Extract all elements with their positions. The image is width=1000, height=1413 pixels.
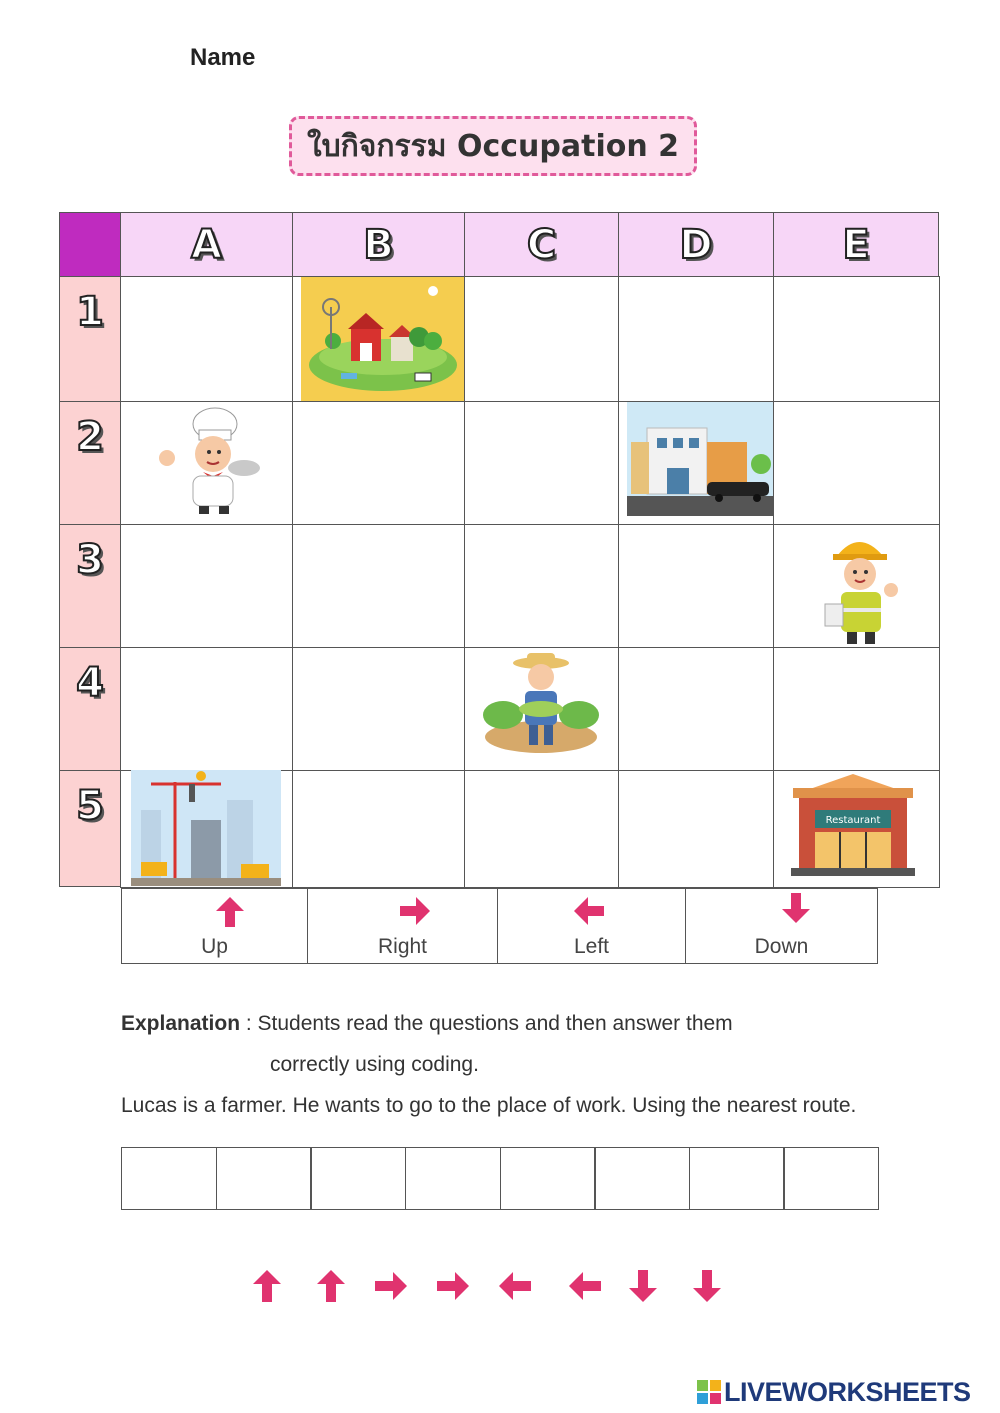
answer-box[interactable]	[689, 1147, 785, 1210]
explanation	[121, 1012, 733, 1036]
police-station-picture	[627, 402, 773, 516]
svg-text:Restaurant: Restaurant	[825, 815, 881, 826]
answer-box[interactable]	[310, 1147, 406, 1210]
restaurant-picture	[787, 770, 919, 882]
row-header-1: 1	[59, 276, 121, 402]
question-text: Lucas is a farmer. He wants to go to the place of work. Using the nearest route.	[121, 1094, 857, 1117]
arrow-right-icon	[398, 895, 432, 927]
row-header-5: 5	[59, 770, 121, 887]
grid-cell-b3	[292, 524, 465, 648]
grid-cell-a1	[120, 276, 293, 402]
arrow-up-icon[interactable]	[251, 1268, 287, 1304]
grid-cell-b4	[292, 647, 465, 771]
column-header-c: C	[464, 212, 619, 277]
arrow-right-icon[interactable]	[373, 1268, 409, 1304]
column-header-e: E	[773, 212, 939, 277]
engineer-picture	[817, 528, 907, 646]
page-title: ใบกิจกรรม Occupation 2	[289, 116, 697, 176]
legend-down-label: Down	[754, 935, 809, 958]
brand-text: LIVEWORKSHEETS	[724, 1377, 971, 1407]
arrow-down-icon	[780, 891, 812, 925]
answer-box[interactable]	[216, 1147, 312, 1210]
grid-cell-e1	[773, 276, 940, 402]
arrow-bank	[245, 1268, 735, 1308]
answer-box[interactable]	[594, 1147, 690, 1210]
grid-cell-c1	[464, 276, 619, 402]
grid-cell-d3	[618, 524, 774, 648]
legend-right-label: Right	[377, 935, 428, 958]
direction-legend	[121, 888, 878, 964]
grid-cell-c5	[464, 770, 619, 888]
arrow-up-icon[interactable]	[315, 1268, 351, 1304]
legend-left-label: Left	[573, 935, 610, 958]
row-header-2: 2	[59, 401, 121, 525]
grid-cell-c2	[464, 401, 619, 525]
explanation-text-continued: correctly using coding.	[270, 1053, 479, 1076]
grid-cell-e2	[773, 401, 940, 525]
legend-down	[685, 888, 878, 964]
answer-box[interactable]	[500, 1147, 596, 1210]
grid-cell-b2	[292, 401, 465, 525]
row-header-4: 4	[59, 647, 121, 771]
arrow-up-icon	[214, 895, 246, 929]
grid-cell-b5	[292, 770, 465, 888]
construction-site-picture	[131, 770, 281, 886]
grid-cell-d5	[618, 770, 774, 888]
grid-cell-a4	[120, 647, 293, 771]
farmer-picture	[481, 649, 601, 757]
grid-cell-d4	[618, 647, 774, 771]
column-header-d: D	[618, 212, 774, 277]
answer-box[interactable]	[121, 1147, 217, 1210]
legend-right	[307, 888, 498, 964]
grid-cell-a3	[120, 524, 293, 648]
arrow-down-icon[interactable]	[627, 1268, 663, 1304]
answer-box[interactable]	[783, 1147, 879, 1210]
answer-box[interactable]	[405, 1147, 501, 1210]
farm-picture	[301, 277, 464, 401]
explanation-text: : Students read the questions and then answer them	[240, 1012, 733, 1035]
grid-cell-c3	[464, 524, 619, 648]
arrow-left-icon	[572, 895, 606, 927]
explanation-label: Explanation	[121, 1012, 241, 1035]
row-header-3: 3	[59, 524, 121, 648]
answer-boxes	[121, 1147, 878, 1210]
arrow-right-icon[interactable]	[435, 1268, 471, 1304]
arrow-left-icon[interactable]	[567, 1268, 603, 1304]
grid-cell-e4	[773, 647, 940, 771]
column-header-a: A	[120, 212, 293, 277]
column-header-b: B	[292, 212, 465, 277]
map-grid	[59, 212, 939, 887]
legend-up	[121, 888, 308, 964]
grid-corner	[59, 212, 121, 277]
chef-picture	[149, 402, 264, 517]
name-label: Name	[190, 44, 256, 71]
arrow-left-icon[interactable]	[497, 1268, 533, 1304]
legend-up-label: Up	[201, 935, 228, 958]
liveworksheets-logo	[697, 1380, 721, 1404]
grid-cell-d1	[618, 276, 774, 402]
legend-left	[497, 888, 686, 964]
arrow-down-icon[interactable]	[691, 1268, 727, 1304]
